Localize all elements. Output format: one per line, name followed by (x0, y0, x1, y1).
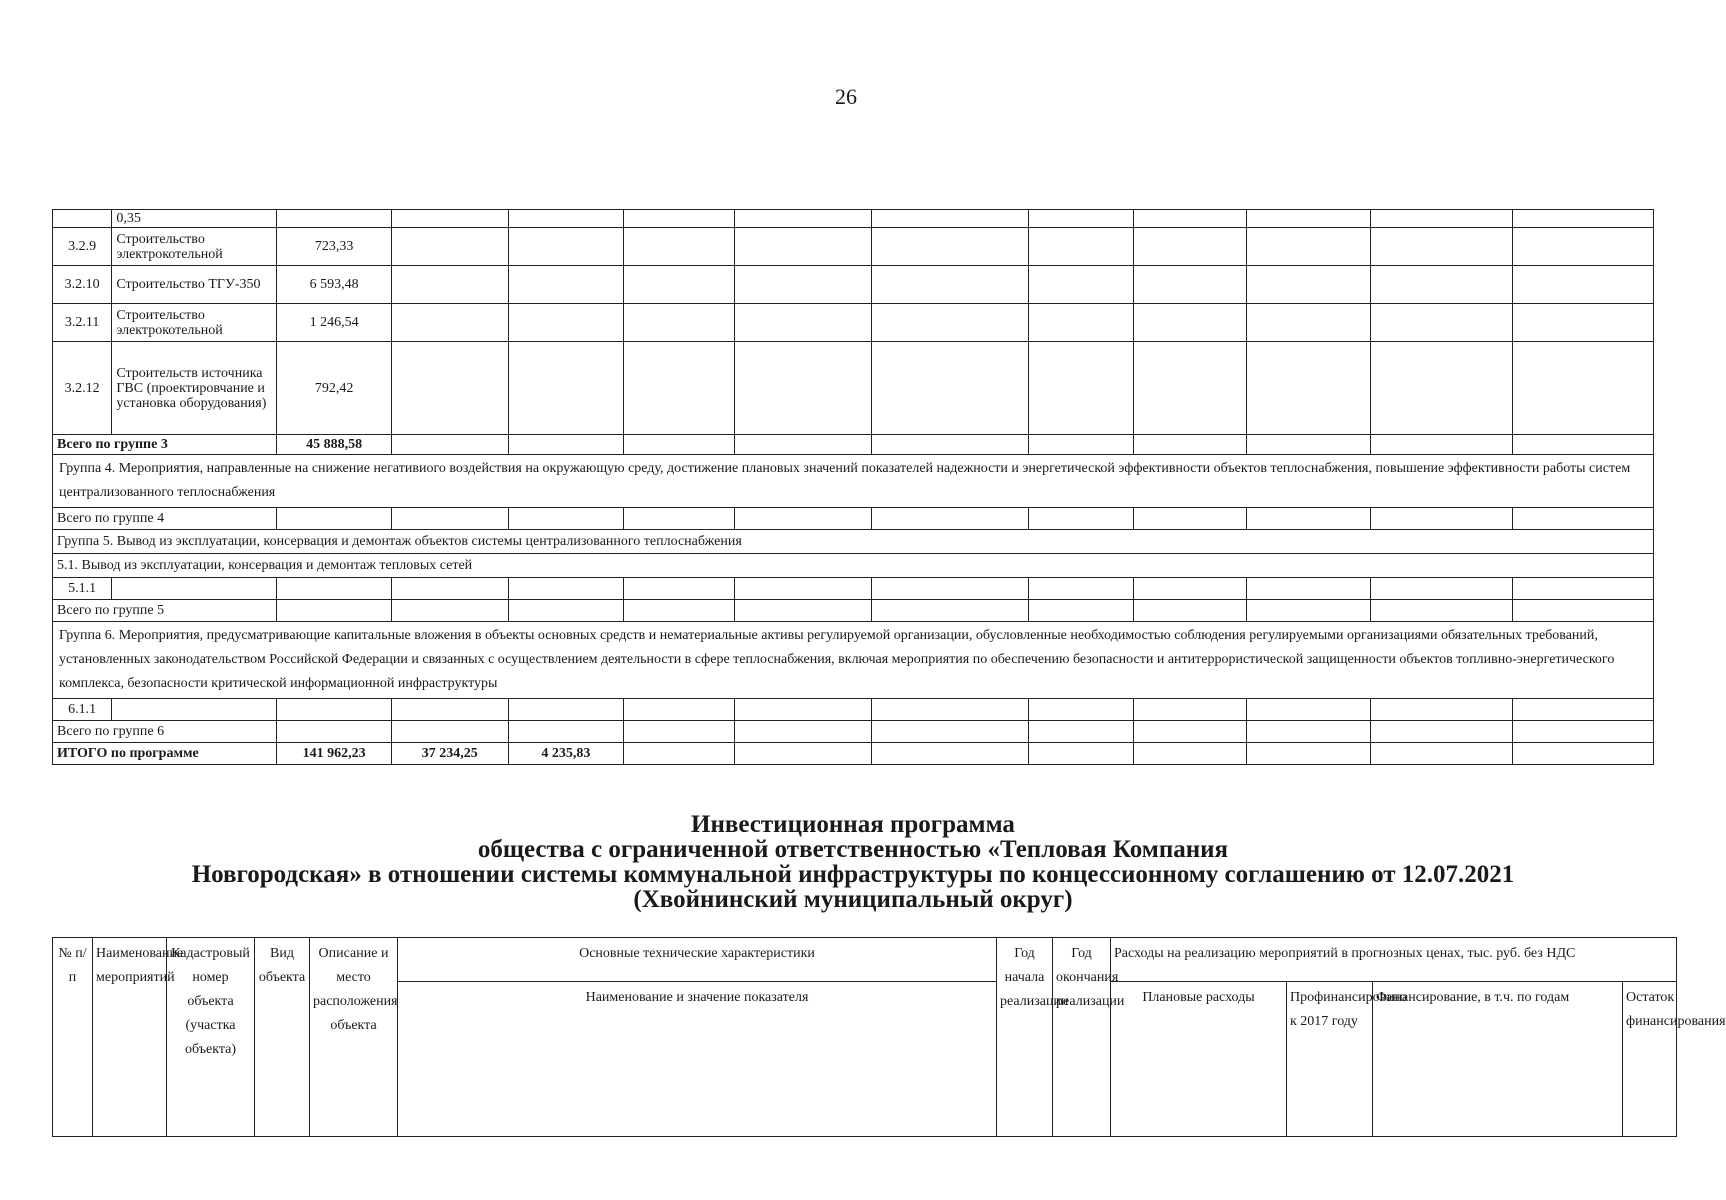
group-total-row (53, 600, 1654, 622)
table-row (53, 342, 1654, 435)
grand-total-row (53, 743, 1654, 765)
measure-name: Строительство ТГУ-350 (112, 266, 277, 304)
col-tech-sub-header: Наименование и значение показателя (398, 982, 997, 1137)
col-tech-header: Основные технические характеристики (398, 938, 997, 982)
page-number: 26 (835, 84, 857, 109)
col-type-header: Вид объекта (255, 938, 310, 1137)
subgroup51-title: 5.1. Вывод из эксплуатации, консервация и демонтаж тепловых сетей (53, 554, 1654, 578)
group-total-amount: 45 888,58 (277, 435, 392, 455)
row-number: 3.2.10 (53, 266, 112, 304)
table-row (53, 304, 1654, 342)
group-total-label: Всего по группе 5 (53, 600, 277, 622)
table-row (53, 210, 1654, 228)
col-financing-header: Финансирование, в т.ч. по годам (1373, 982, 1623, 1137)
row-number: 3.2.9 (53, 228, 112, 266)
col-remaining-header: Остаток финансирования (1623, 982, 1677, 1137)
measure-name: Строительство электрокотельной (112, 304, 277, 342)
amount: 1 246,54 (277, 304, 392, 342)
group-header-row (53, 455, 1654, 508)
col-cadastral-header: Кадастровый номер объекта (участка объекта) (167, 938, 255, 1137)
col-end-year-header: Год окончания реализации (1053, 938, 1111, 1137)
amount: 792,42 (277, 342, 392, 435)
heading-line: общества с ограниченной ответственностью «Тепловая Компания (477, 836, 1229, 863)
heading-line: (Хвойнинский муниципальный округ) (633, 886, 1073, 913)
program-heading (52, 812, 1654, 912)
group-total-row (53, 435, 1654, 455)
row-number: 5.1.1 (53, 578, 112, 600)
table-row (53, 266, 1654, 304)
col-name-header: Наименование мероприятий (93, 938, 167, 1137)
measure-name: Строительств источника ГВС (проектировчание и установка оборудования) (112, 342, 277, 435)
col-planned-header: Плановые расходы (1111, 982, 1287, 1137)
group-header-row (53, 622, 1654, 699)
col-costs-header: Расходы на реализацию мероприятий в прогнозных ценах, тыс. руб. без НДС (1111, 938, 1677, 982)
group-header-row (53, 530, 1654, 554)
col-financed-header: Профинансировано к 2017 году (1287, 982, 1373, 1137)
group-total-row (53, 721, 1654, 743)
col-number-header: № п/п (53, 938, 93, 1137)
row-number: 3.2.12 (53, 342, 112, 435)
measure-name: Строительство электрокотельной (112, 228, 277, 266)
group-total-row (53, 508, 1654, 530)
heading-line: Инвестиционная программа (691, 811, 1015, 838)
group6-title: Группа 6. Мероприятия, предусматривающие капитальные вложения в объекты основных средств и нематериальные активы регулируемой организации, обусловленные необходимостью соблюдения регулируемыми организациями обязательных требований, установленных законодательством Российской Федерации и связанных с осуществлением деятельности в сфере теплоснабжения, включая мероприятия по обеспечению безопасности и антитеррористической защищенности объектов топливно-энергетического комплекса, безопасности критической информационной инфраструктуры (53, 622, 1654, 699)
group-total-label: Всего по группе 4 (53, 508, 277, 530)
row-number: 3.2.11 (53, 304, 112, 342)
table-row (53, 228, 1654, 266)
group4-title: Группа 4. Мероприятия, направленные на снижение негативиого воздействия на окружающую среду, достижение плановых значений показателей надежности и энергетической эффективности объектов теплоснабжения, повышение эффективности работы систем централизованного теплоснабжения (53, 455, 1654, 508)
grand-total-value: 141 962,23 (277, 743, 392, 765)
grand-total-value: 4 235,83 (508, 743, 624, 765)
heading-line: Новгородская» в отношении системы коммунальной инфраструктуры по концессионному соглашению от 12.07.2021 (191, 861, 1515, 888)
group-total-label: Всего по группе 3 (53, 435, 277, 455)
measure-name: 0,35 (112, 210, 277, 228)
row-number: 6.1.1 (53, 699, 112, 721)
grand-total-label: ИТОГО по программе (53, 743, 277, 765)
investment-table-continuation (52, 209, 1654, 765)
group-total-label: Всего по группе 6 (53, 721, 277, 743)
group5-title: Группа 5. Вывод из эксплуатации, консервация и демонтаж объектов системы централизованного теплоснабжения (53, 530, 1654, 554)
table-row (53, 578, 1654, 600)
col-description-header: Описание и место расположения объекта (310, 938, 398, 1137)
subgroup-header-row (53, 554, 1654, 578)
amount: 6 593,48 (277, 266, 392, 304)
row-number (53, 210, 112, 228)
grand-total-value: 37 234,25 (391, 743, 508, 765)
table-row (53, 699, 1654, 721)
col-start-year-header: Год начала реализации (997, 938, 1053, 1137)
amount: 723,33 (277, 228, 392, 266)
investment-program-header-table (52, 937, 1726, 1137)
